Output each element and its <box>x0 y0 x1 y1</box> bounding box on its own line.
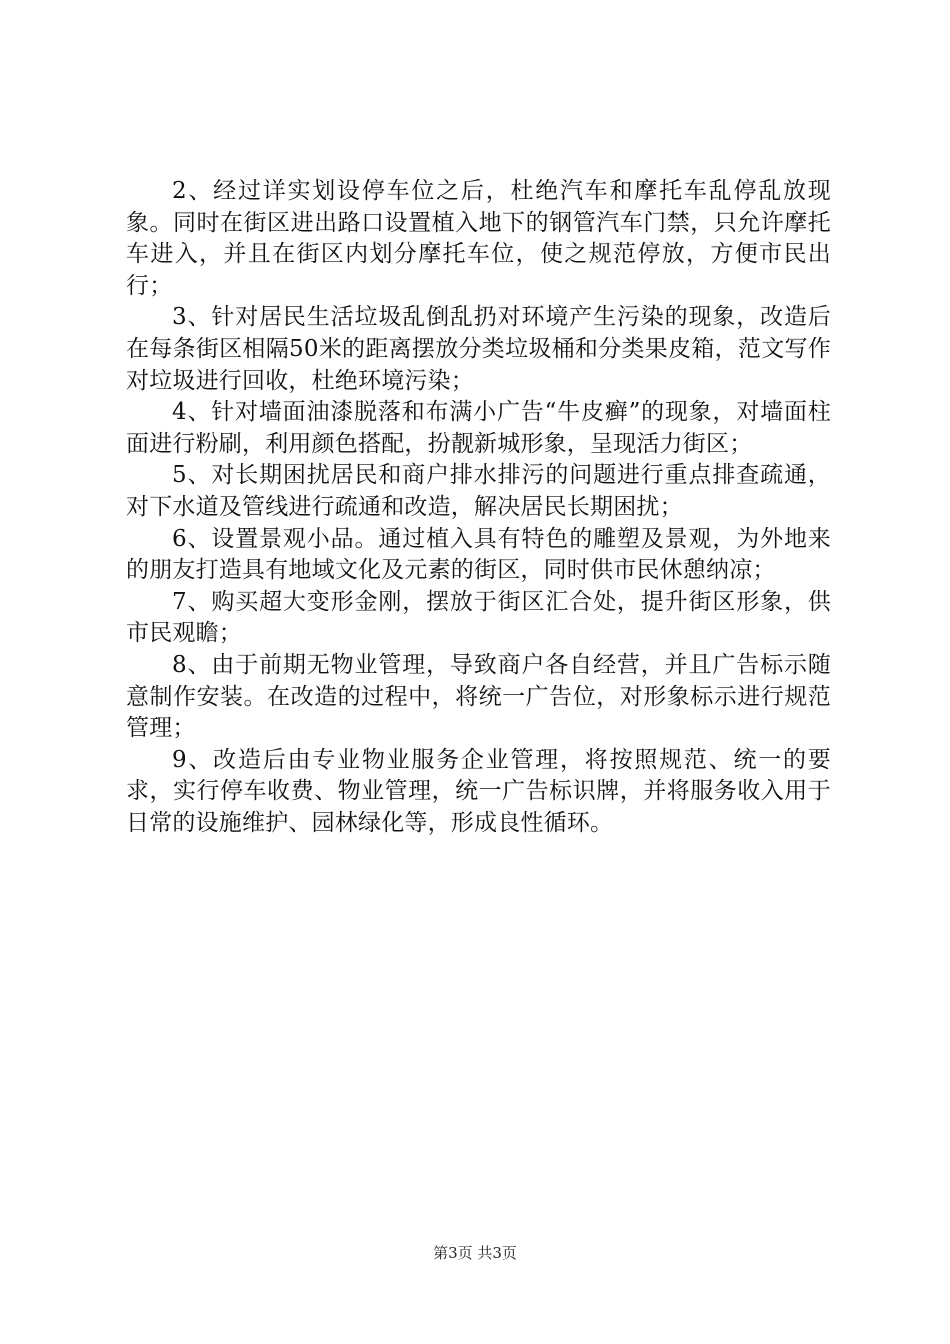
paragraph-item-7: 7、购买超大变形金刚，摆放于街区汇合处，提升街区形象，供市民观瞻； <box>126 588 831 647</box>
document-body <box>126 176 831 839</box>
paragraph-item-2: 2、经过详实划设停车位之后，杜绝汽车和摩托车乱停乱放现象。同时在街区进出路口设置植入地下的钢管汽车门禁，只允许摩托车进入，并且在街区内划分摩托车位，使之规范停放，方便市民出行； <box>126 178 831 299</box>
paragraph-item-8: 8、由于前期无物业管理，导致商户各自经营，并且广告标示随意制作安装。在改造的过程中，将统一广告位，对形象标示进行规范管理； <box>126 651 831 742</box>
paragraph-item-9: 9、改造后由专业物业服务企业管理，将按照规范、统一的要求，实行停车收费、物业管理，统一广告标识牌，并将服务收入用于日常的设施维护、园林绿化等，形成良性循环。 <box>126 746 831 836</box>
paragraph-item-4: 4、针对墙面油漆脱落和布满小广告“牛皮癣”的现象，对墙面柱面进行粉刷，利用颜色搭配，扮靓新城形象，呈现活力街区； <box>126 399 831 457</box>
paragraph-item-5: 5、对长期困扰居民和商户排水排污的问题进行重点排查疏通，对下水道及管线进行疏通和改造，解决居民长期困扰； <box>126 462 831 520</box>
paragraph-item-3: 3、针对居民生活垃圾乱倒乱扔对环境产生污染的现象，改造后在每条街区相隔50米的距离摆放分类垃圾桶和分类果皮箱，范文写作对垃圾进行回收，杜绝环境污染； <box>126 304 831 394</box>
paragraph-item-6: 6、设置景观小品。通过植入具有特色的雕塑及景观，为外地来的朋友打造具有地域文化及元素的街区，同时供市民休憩纳凉； <box>126 525 831 584</box>
page-number-label: 第3页 共3页 <box>433 1244 517 1262</box>
page-footer <box>0 1243 950 1263</box>
